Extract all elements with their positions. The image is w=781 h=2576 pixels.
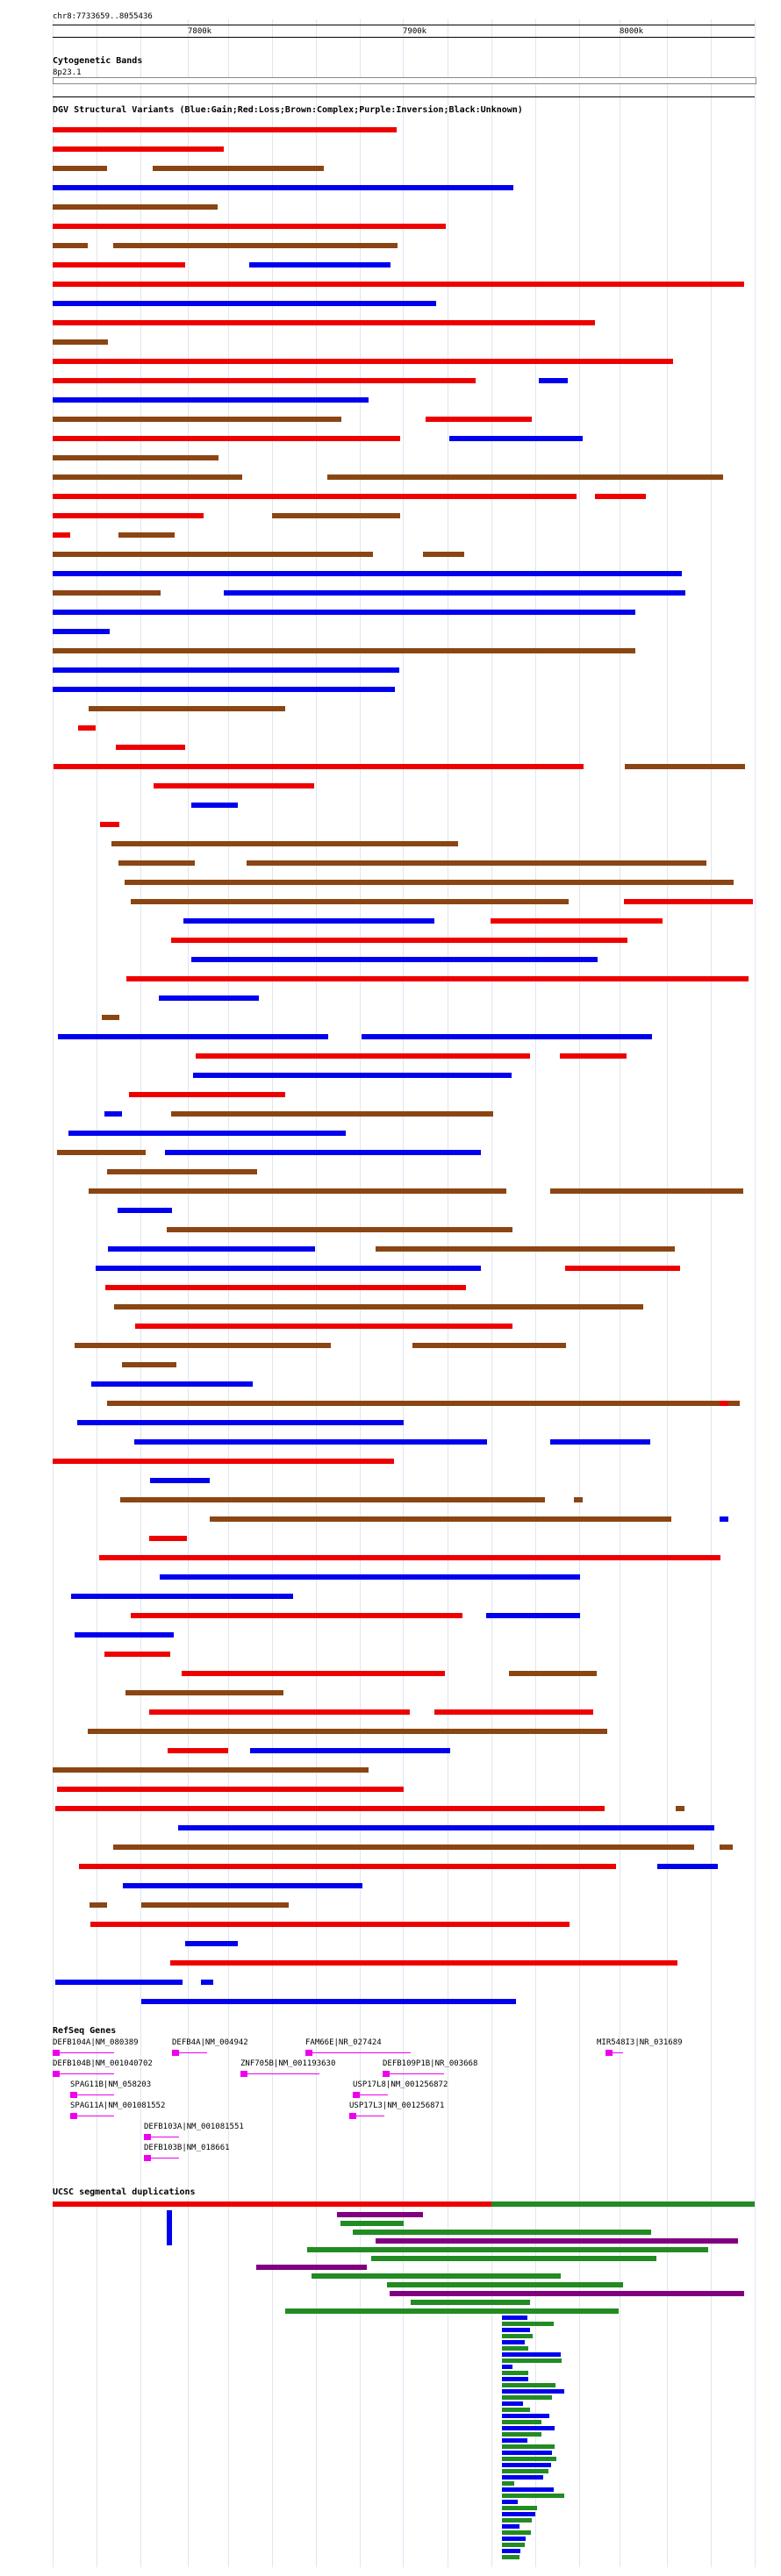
segdup-bar[interactable]: [312, 2273, 561, 2279]
structural-variant-bar[interactable]: [159, 995, 259, 1001]
grid-line: [491, 19, 492, 2567]
structural-variant-bar[interactable]: [193, 1073, 512, 1078]
structural-variant-bar[interactable]: [191, 957, 598, 962]
grid-line: [535, 19, 536, 2567]
structural-variant-bar[interactable]: [53, 127, 397, 132]
gene-label[interactable]: DEFB104B|NM_001040702: [53, 2059, 153, 2068]
structural-variant-bar[interactable]: [54, 764, 584, 769]
structural-variant-bar[interactable]: [53, 397, 369, 403]
segdup-bar[interactable]: [502, 2426, 555, 2430]
segdup-bar[interactable]: [502, 2352, 561, 2357]
gene-label[interactable]: SPAG11A|NM_001081552: [70, 2101, 166, 2110]
segdup-bar[interactable]: [411, 2300, 530, 2305]
gene-exon[interactable]: [353, 2092, 360, 2098]
gene-exon[interactable]: [70, 2113, 77, 2119]
segdup-bar[interactable]: [502, 2530, 531, 2535]
structural-variant-bar[interactable]: [53, 417, 341, 422]
structural-variant-bar[interactable]: [168, 1748, 228, 1753]
grid-line: [711, 19, 712, 2567]
structural-variant-bar[interactable]: [131, 1613, 462, 1618]
structural-variant-bar[interactable]: [53, 166, 107, 171]
structural-variant-bar[interactable]: [79, 1864, 616, 1869]
gene-exon[interactable]: [349, 2113, 356, 2119]
structural-variant-bar[interactable]: [376, 1246, 675, 1252]
structural-variant-bar[interactable]: [53, 513, 204, 518]
segdup-bar[interactable]: [502, 2322, 554, 2326]
segdup-bar[interactable]: [307, 2247, 708, 2252]
gene-label[interactable]: DEFB4A|NM_004942: [172, 2038, 248, 2047]
structural-variant-bar[interactable]: [129, 1092, 285, 1097]
structural-variant-bar[interactable]: [185, 1941, 238, 1946]
structural-variant-bar[interactable]: [595, 494, 646, 499]
segdup-bar[interactable]: [256, 2265, 367, 2270]
structural-variant-bar[interactable]: [113, 243, 398, 248]
structural-variant-bar[interactable]: [565, 1266, 680, 1271]
structural-variant-bar[interactable]: [53, 494, 577, 499]
structural-variant-bar[interactable]: [126, 976, 749, 981]
structural-variant-bar[interactable]: [657, 1864, 718, 1869]
structural-variant-bar[interactable]: [53, 224, 446, 229]
structural-variant-bar[interactable]: [96, 1266, 481, 1271]
structural-variant-bar[interactable]: [125, 1690, 283, 1695]
segdup-bar[interactable]: [502, 2346, 528, 2351]
structural-variant-bar[interactable]: [75, 1632, 174, 1638]
segdup-bar[interactable]: [502, 2395, 552, 2400]
gene-exon[interactable]: [53, 2071, 60, 2077]
position-label: chr8:7733659..8055436: [53, 12, 153, 21]
structural-variant-bar[interactable]: [99, 1555, 720, 1560]
segdup-bar[interactable]: [502, 2500, 518, 2504]
structural-variant-bar[interactable]: [423, 552, 464, 557]
segdup-bar[interactable]: [390, 2291, 744, 2296]
segdup-bar[interactable]: [353, 2230, 651, 2235]
segdup-bar[interactable]: [502, 2537, 526, 2541]
gene-line[interactable]: [53, 2052, 114, 2053]
segdup-bar[interactable]: [502, 2383, 555, 2387]
segdup-bar[interactable]: [502, 2451, 552, 2455]
structural-variant-bar[interactable]: [91, 1381, 253, 1387]
structural-variant-bar[interactable]: [53, 146, 224, 152]
structural-variant-bar[interactable]: [154, 783, 314, 788]
structural-variant-bar[interactable]: [116, 745, 185, 750]
ruler-tick-label: 7900k: [403, 27, 427, 36]
structural-variant-bar[interactable]: [272, 513, 400, 518]
structural-variant-bar[interactable]: [625, 764, 745, 769]
structural-variant-bar[interactable]: [412, 1343, 566, 1348]
structural-variant-bar[interactable]: [491, 918, 663, 924]
gene-label[interactable]: ZNF705B|NM_001193630: [240, 2059, 336, 2068]
structural-variant-bar[interactable]: [560, 1053, 627, 1059]
structural-variant-bar[interactable]: [250, 1748, 450, 1753]
structural-variant-bar[interactable]: [178, 1825, 714, 1830]
segdup-bar[interactable]: [502, 2334, 533, 2338]
gene-exon[interactable]: [383, 2071, 390, 2077]
gene-label[interactable]: DEFB109P1B|NR_003668: [383, 2059, 478, 2068]
structural-variant-bar[interactable]: [100, 822, 119, 827]
cytoband-bar[interactable]: [53, 77, 756, 84]
segdup-bar[interactable]: [502, 2512, 535, 2516]
gene-label[interactable]: DEFB104A|NM_080389: [53, 2038, 139, 2047]
structural-variant-bar[interactable]: [78, 725, 96, 731]
structural-variant-bar[interactable]: [426, 417, 532, 422]
structural-variant-bar[interactable]: [131, 899, 569, 904]
structural-variant-bar[interactable]: [53, 282, 744, 287]
segdup-bar[interactable]: [502, 2365, 512, 2369]
segdup-bar[interactable]: [502, 2371, 528, 2375]
structural-variant-bar[interactable]: [167, 1227, 512, 1232]
structural-variant-bar[interactable]: [201, 1980, 213, 1985]
track-separator: [53, 96, 755, 97]
structural-variant-bar[interactable]: [224, 590, 685, 596]
structural-variant-bar[interactable]: [77, 1420, 404, 1425]
ruler-tick-label: 7800k: [188, 27, 212, 36]
segdup-bar[interactable]: [502, 2414, 549, 2418]
structural-variant-bar[interactable]: [196, 1053, 530, 1059]
segdup-bar[interactable]: [502, 2469, 548, 2473]
structural-variant-bar[interactable]: [113, 1845, 694, 1850]
dgv-track-title[interactable]: DGV Structural Variants (Blue:Gain;Red:Loss;Brown:Complex;Purple:Inversion;Black:Unknown): [53, 105, 523, 115]
segdup-bar[interactable]: [491, 2201, 755, 2207]
structural-variant-bar[interactable]: [104, 1111, 122, 1117]
structural-variant-bar[interactable]: [89, 706, 285, 711]
segdup-bar[interactable]: [502, 2543, 525, 2547]
segdup-bar[interactable]: [502, 2494, 564, 2498]
gene-exon[interactable]: [305, 2050, 312, 2056]
segdup-bar[interactable]: [502, 2328, 530, 2332]
structural-variant-bar[interactable]: [53, 552, 373, 557]
gene-label[interactable]: FAM66E|NR_027424: [305, 2038, 382, 2047]
gene-line[interactable]: [240, 2073, 319, 2074]
gene-line[interactable]: [53, 2073, 114, 2074]
segdup-bar[interactable]: [502, 2377, 528, 2381]
segdup-bar[interactable]: [285, 2308, 619, 2314]
refseq-track-title[interactable]: RefSeq Genes: [53, 2026, 117, 2036]
cytoband-label: 8p23.1: [53, 68, 82, 77]
structural-variant-bar[interactable]: [57, 1787, 404, 1792]
segdup-bar[interactable]: [502, 2316, 527, 2320]
structural-variant-bar[interactable]: [720, 1516, 728, 1522]
structural-variant-bar[interactable]: [108, 1246, 315, 1252]
segdup-bar[interactable]: [502, 2487, 554, 2492]
segdup-bar[interactable]: [502, 2463, 551, 2467]
structural-variant-bar[interactable]: [111, 841, 458, 846]
structural-variant-bar[interactable]: [89, 1188, 506, 1194]
gene-exon[interactable]: [144, 2134, 151, 2140]
segdup-bar[interactable]: [502, 2401, 523, 2406]
structural-variant-bar[interactable]: [53, 301, 436, 306]
gene-exon[interactable]: [70, 2092, 77, 2098]
structural-variant-bar[interactable]: [90, 1922, 570, 1927]
structural-variant-bar[interactable]: [53, 667, 399, 673]
segdup-bar[interactable]: [167, 2210, 172, 2245]
gene-label[interactable]: USP17L8|NM_001256872: [353, 2080, 448, 2089]
structural-variant-bar[interactable]: [191, 803, 238, 808]
structural-variant-bar[interactable]: [720, 1845, 733, 1850]
structural-variant-bar[interactable]: [150, 1478, 210, 1483]
structural-variant-bar[interactable]: [122, 1362, 176, 1367]
structural-variant-bar[interactable]: [123, 1883, 362, 1888]
structural-variant-bar[interactable]: [171, 1111, 493, 1117]
structural-variant-bar[interactable]: [509, 1671, 597, 1676]
structural-variant-bar[interactable]: [53, 1459, 394, 1464]
structural-variant-bar[interactable]: [141, 1999, 516, 2004]
segdup-bar[interactable]: [502, 2506, 537, 2510]
structural-variant-bar[interactable]: [55, 1980, 183, 1985]
structural-variant-bar[interactable]: [574, 1497, 583, 1502]
structural-variant-bar[interactable]: [249, 262, 390, 268]
structural-variant-bar[interactable]: [107, 1169, 257, 1174]
grid-line: [667, 19, 668, 2567]
segdup-track-title[interactable]: UCSC segmental duplications: [53, 2187, 196, 2197]
gene-exon[interactable]: [605, 2050, 613, 2056]
structural-variant-bar[interactable]: [624, 899, 753, 904]
ruler-line-bottom: [53, 37, 755, 38]
segdup-bar[interactable]: [371, 2256, 656, 2261]
structural-variant-bar[interactable]: [53, 532, 70, 538]
segdup-bar[interactable]: [502, 2389, 564, 2394]
segdup-bar[interactable]: [53, 2201, 491, 2207]
gene-exon[interactable]: [144, 2155, 151, 2161]
gene-label[interactable]: DEFB103B|NM_018661: [144, 2144, 230, 2152]
structural-variant-bar[interactable]: [53, 629, 110, 634]
segdup-bar[interactable]: [502, 2518, 532, 2522]
structural-variant-bar[interactable]: [118, 1208, 172, 1213]
structural-variant-bar[interactable]: [75, 1343, 331, 1348]
gene-line[interactable]: [383, 2073, 444, 2074]
structural-variant-bar[interactable]: [58, 1034, 328, 1039]
structural-variant-bar[interactable]: [90, 1902, 107, 1908]
structural-variant-bar[interactable]: [71, 1594, 293, 1599]
structural-variant-bar[interactable]: [134, 1439, 487, 1445]
structural-variant-bar[interactable]: [539, 378, 568, 383]
segdup-bar[interactable]: [502, 2549, 520, 2553]
segdup-bar[interactable]: [502, 2438, 527, 2443]
gene-label[interactable]: SPAG11B|NM_058203: [70, 2080, 152, 2089]
structural-variant-bar[interactable]: [118, 532, 175, 538]
segdup-bar[interactable]: [502, 2481, 514, 2486]
structural-variant-bar[interactable]: [120, 1497, 545, 1502]
segdup-bar[interactable]: [502, 2432, 541, 2437]
gene-exon[interactable]: [53, 2050, 60, 2056]
structural-variant-bar[interactable]: [53, 648, 635, 653]
structural-variant-bar[interactable]: [449, 436, 583, 441]
grid-line: [403, 19, 404, 2567]
structural-variant-bar[interactable]: [105, 1285, 466, 1290]
structural-variant-bar[interactable]: [153, 166, 324, 171]
segdup-bar[interactable]: [502, 2444, 555, 2449]
structural-variant-bar[interactable]: [210, 1516, 671, 1522]
gene-exon[interactable]: [172, 2050, 179, 2056]
structural-variant-bar[interactable]: [327, 475, 723, 480]
structural-variant-bar[interactable]: [57, 1150, 146, 1155]
structural-variant-bar[interactable]: [53, 1767, 369, 1773]
structural-variant-bar[interactable]: [53, 359, 673, 364]
structural-variant-bar[interactable]: [53, 243, 88, 248]
structural-variant-bar[interactable]: [107, 1401, 740, 1406]
ruler-tick-label: 8000k: [620, 27, 644, 36]
structural-variant-bar[interactable]: [88, 1729, 607, 1734]
structural-variant-bar[interactable]: [183, 918, 434, 924]
structural-variant-bar[interactable]: [53, 436, 400, 441]
structural-variant-bar[interactable]: [102, 1015, 119, 1020]
structural-variant-bar[interactable]: [53, 610, 635, 615]
segdup-bar[interactable]: [387, 2282, 623, 2287]
structural-variant-bar[interactable]: [53, 475, 242, 480]
structural-variant-bar[interactable]: [247, 860, 706, 866]
structural-variant-bar[interactable]: [53, 204, 218, 210]
gene-label[interactable]: DEFB103A|NM_001081551: [144, 2123, 244, 2131]
structural-variant-bar[interactable]: [171, 938, 627, 943]
structural-variant-bar[interactable]: [149, 1536, 187, 1541]
gene-line[interactable]: [305, 2052, 411, 2053]
segdup-bar[interactable]: [502, 2408, 530, 2412]
structural-variant-bar[interactable]: [53, 378, 476, 383]
segdup-bar[interactable]: [502, 2420, 541, 2424]
structural-variant-bar[interactable]: [68, 1131, 346, 1136]
grid-line: [579, 19, 580, 2567]
structural-variant-bar[interactable]: [170, 1960, 677, 1966]
segdup-bar[interactable]: [502, 2340, 525, 2344]
structural-variant-bar[interactable]: [53, 571, 682, 576]
gene-exon[interactable]: [240, 2071, 247, 2077]
structural-variant-bar[interactable]: [165, 1150, 481, 1155]
structural-variant-bar[interactable]: [550, 1188, 743, 1194]
segdup-bar[interactable]: [340, 2221, 404, 2226]
structural-variant-bar[interactable]: [720, 1401, 728, 1406]
structural-variant-bar[interactable]: [53, 185, 513, 190]
segdup-bar[interactable]: [502, 2475, 543, 2480]
structural-variant-bar[interactable]: [434, 1709, 593, 1715]
grid-line: [755, 19, 756, 2567]
structural-variant-bar[interactable]: [104, 1652, 170, 1657]
segdup-bar[interactable]: [502, 2358, 562, 2363]
structural-variant-bar[interactable]: [149, 1709, 410, 1715]
structural-variant-bar[interactable]: [53, 339, 108, 345]
structural-variant-bar[interactable]: [114, 1304, 643, 1309]
segdup-bar[interactable]: [337, 2212, 423, 2217]
structural-variant-bar[interactable]: [141, 1902, 289, 1908]
structural-variant-bar[interactable]: [160, 1574, 580, 1580]
structural-variant-bar[interactable]: [125, 880, 734, 885]
structural-variant-bar[interactable]: [53, 687, 395, 692]
gene-label[interactable]: USP17L3|NM_001256871: [349, 2101, 445, 2110]
structural-variant-bar[interactable]: [676, 1806, 684, 1811]
structural-variant-bar[interactable]: [118, 860, 195, 866]
structural-variant-bar[interactable]: [486, 1613, 580, 1618]
segdup-bar[interactable]: [502, 2555, 519, 2559]
structural-variant-bar[interactable]: [53, 262, 185, 268]
segdup-bar[interactable]: [376, 2238, 738, 2244]
segdup-bar[interactable]: [502, 2457, 556, 2461]
gene-label[interactable]: MIR548I3|NR_031689: [597, 2038, 683, 2047]
cytoband-track-title[interactable]: Cytogenetic Bands: [53, 56, 143, 66]
structural-variant-bar[interactable]: [53, 320, 595, 325]
structural-variant-bar[interactable]: [182, 1671, 445, 1676]
structural-variant-bar[interactable]: [53, 455, 219, 460]
structural-variant-bar[interactable]: [135, 1324, 512, 1329]
structural-variant-bar[interactable]: [362, 1034, 652, 1039]
structural-variant-bar[interactable]: [55, 1806, 605, 1811]
structural-variant-bar[interactable]: [550, 1439, 650, 1445]
structural-variant-bar[interactable]: [53, 590, 161, 596]
segdup-bar[interactable]: [502, 2524, 519, 2529]
